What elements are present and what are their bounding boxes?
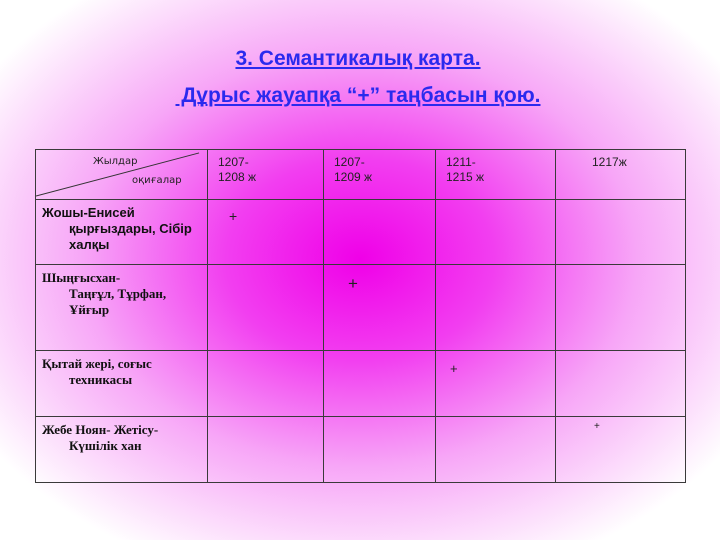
event-label — [36, 200, 207, 253]
event-cell — [36, 200, 208, 265]
answer-cell[interactable] — [436, 351, 556, 417]
event-cell — [36, 351, 208, 417]
slide-subtitle: Дұрыс жауапқа “+” таңбасын қою. — [175, 84, 541, 107]
corner-label-years: Жылдар — [93, 156, 138, 167]
table-row — [36, 265, 686, 351]
corner-cell — [36, 150, 208, 200]
event-cell — [36, 265, 208, 351]
corner-label-events: оқиғалар — [132, 175, 182, 186]
year-header — [208, 150, 324, 200]
event-label-line: Қытай жері, соғыс — [42, 356, 152, 371]
year-header — [556, 150, 686, 200]
event-label-continuation: техникасы — [69, 372, 133, 387]
year-header-label: 1211- 1215 ж — [446, 155, 485, 184]
table-row — [36, 200, 686, 265]
year-header — [436, 150, 556, 200]
header-row — [36, 150, 686, 200]
year-header-label: 1217ж — [592, 155, 627, 169]
event-label-line: Жошы-Енисей — [42, 205, 135, 220]
answer-cell[interactable] — [436, 200, 556, 265]
plus-mark: + — [450, 361, 458, 376]
event-label-line: Шыңғысхан- — [42, 270, 121, 285]
plus-mark: + — [229, 208, 238, 224]
answer-cell[interactable] — [324, 265, 436, 351]
answer-cell[interactable] — [208, 351, 324, 417]
answer-cell[interactable] — [324, 351, 436, 417]
event-label-continuation: қырғыздары, Сібір халқы — [69, 221, 192, 252]
event-label-continuation: Таңғұл, Тұрфан, Ұйғыр — [69, 286, 167, 317]
year-header-label: 1207- 1209 ж — [334, 155, 373, 184]
event-label — [36, 351, 207, 388]
answer-cell[interactable] — [208, 417, 324, 483]
plus-mark: + — [348, 274, 358, 293]
plus-mark: + — [594, 421, 600, 432]
event-label — [36, 417, 207, 454]
event-label-continuation: Күшілік хан — [69, 438, 142, 453]
answer-cell[interactable] — [208, 265, 324, 351]
answer-cell[interactable] — [556, 265, 686, 351]
table-row — [36, 351, 686, 417]
answer-cell[interactable] — [208, 200, 324, 265]
answer-cell[interactable] — [324, 200, 436, 265]
answer-cell[interactable] — [556, 417, 686, 483]
event-cell — [36, 417, 208, 483]
slide-title: 3. Семантикалық карта. — [235, 47, 481, 70]
year-header-label: 1207- 1208 ж — [218, 155, 257, 184]
year-header — [324, 150, 436, 200]
event-label-line: Жебе Ноян- Жетісу- — [42, 422, 159, 437]
table-row — [36, 417, 686, 483]
answer-cell[interactable] — [436, 417, 556, 483]
event-label — [36, 265, 207, 318]
answer-cell[interactable] — [556, 200, 686, 265]
answer-cell[interactable] — [436, 265, 556, 351]
semantic-map-table — [35, 149, 686, 483]
answer-cell[interactable] — [556, 351, 686, 417]
answer-cell[interactable] — [324, 417, 436, 483]
